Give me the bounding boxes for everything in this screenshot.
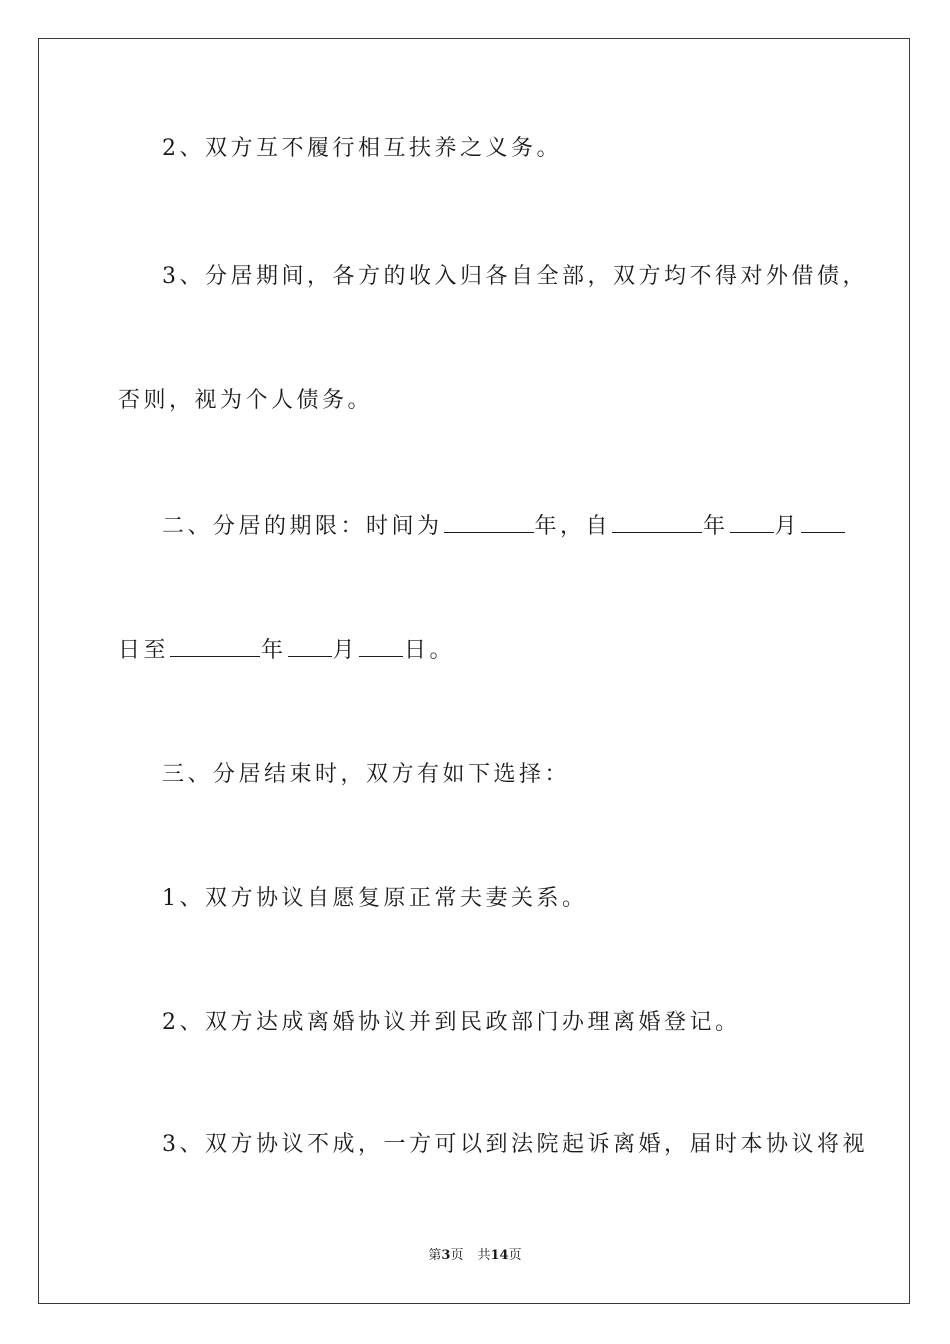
date-range-line <box>118 634 455 666</box>
date-text: 月 <box>332 638 359 663</box>
date-text: 年 <box>261 638 287 663</box>
term-clause-prefix: 二、分居的期限：时间为 <box>162 514 443 539</box>
current-page-number: 3 <box>441 1248 451 1263</box>
term-text: 年 <box>703 514 729 539</box>
blank-field <box>801 510 845 533</box>
clause-line-continuation: 否则，视为个人债务。 <box>118 388 374 413</box>
blank-field <box>288 634 332 657</box>
term-text: 年，自 <box>534 514 612 539</box>
total-page-number: 14 <box>490 1248 509 1263</box>
clause-line: 1、双方协议自愿复原正常夫妻关系。 <box>162 886 588 911</box>
blank-field <box>730 510 774 533</box>
clause-line: 2、双方互不履行相互扶养之义务。 <box>162 136 562 161</box>
total-suffix: 页 <box>508 1248 522 1263</box>
page-border <box>38 38 910 1304</box>
page-total <box>477 1248 521 1263</box>
blank-field <box>444 510 534 533</box>
page-number <box>428 1248 463 1263</box>
clause-line: 2、双方达成离婚协议并到民政部门办理离婚登记。 <box>162 1010 741 1035</box>
page-footer <box>0 1247 950 1265</box>
clause-line: 3、双方协议不成，一方可以到法院起诉离婚，届时本协议将视 <box>162 1132 868 1157</box>
date-text: 日。 <box>404 638 456 663</box>
section-heading: 三、分居结束时，双方有如下选择： <box>162 762 571 787</box>
page-suffix: 页 <box>450 1248 464 1263</box>
term-clause-line <box>162 510 846 542</box>
date-range-prefix: 日至 <box>118 638 170 663</box>
blank-field <box>359 634 403 657</box>
blank-field <box>170 634 260 657</box>
blank-field <box>612 510 702 533</box>
total-prefix: 共 <box>477 1248 491 1263</box>
clause-line: 3、分居期间，各方的收入归各自全部，双方均不得对外借债， <box>162 264 868 289</box>
page-prefix: 第 <box>428 1248 442 1263</box>
term-text: 月 <box>774 514 801 539</box>
